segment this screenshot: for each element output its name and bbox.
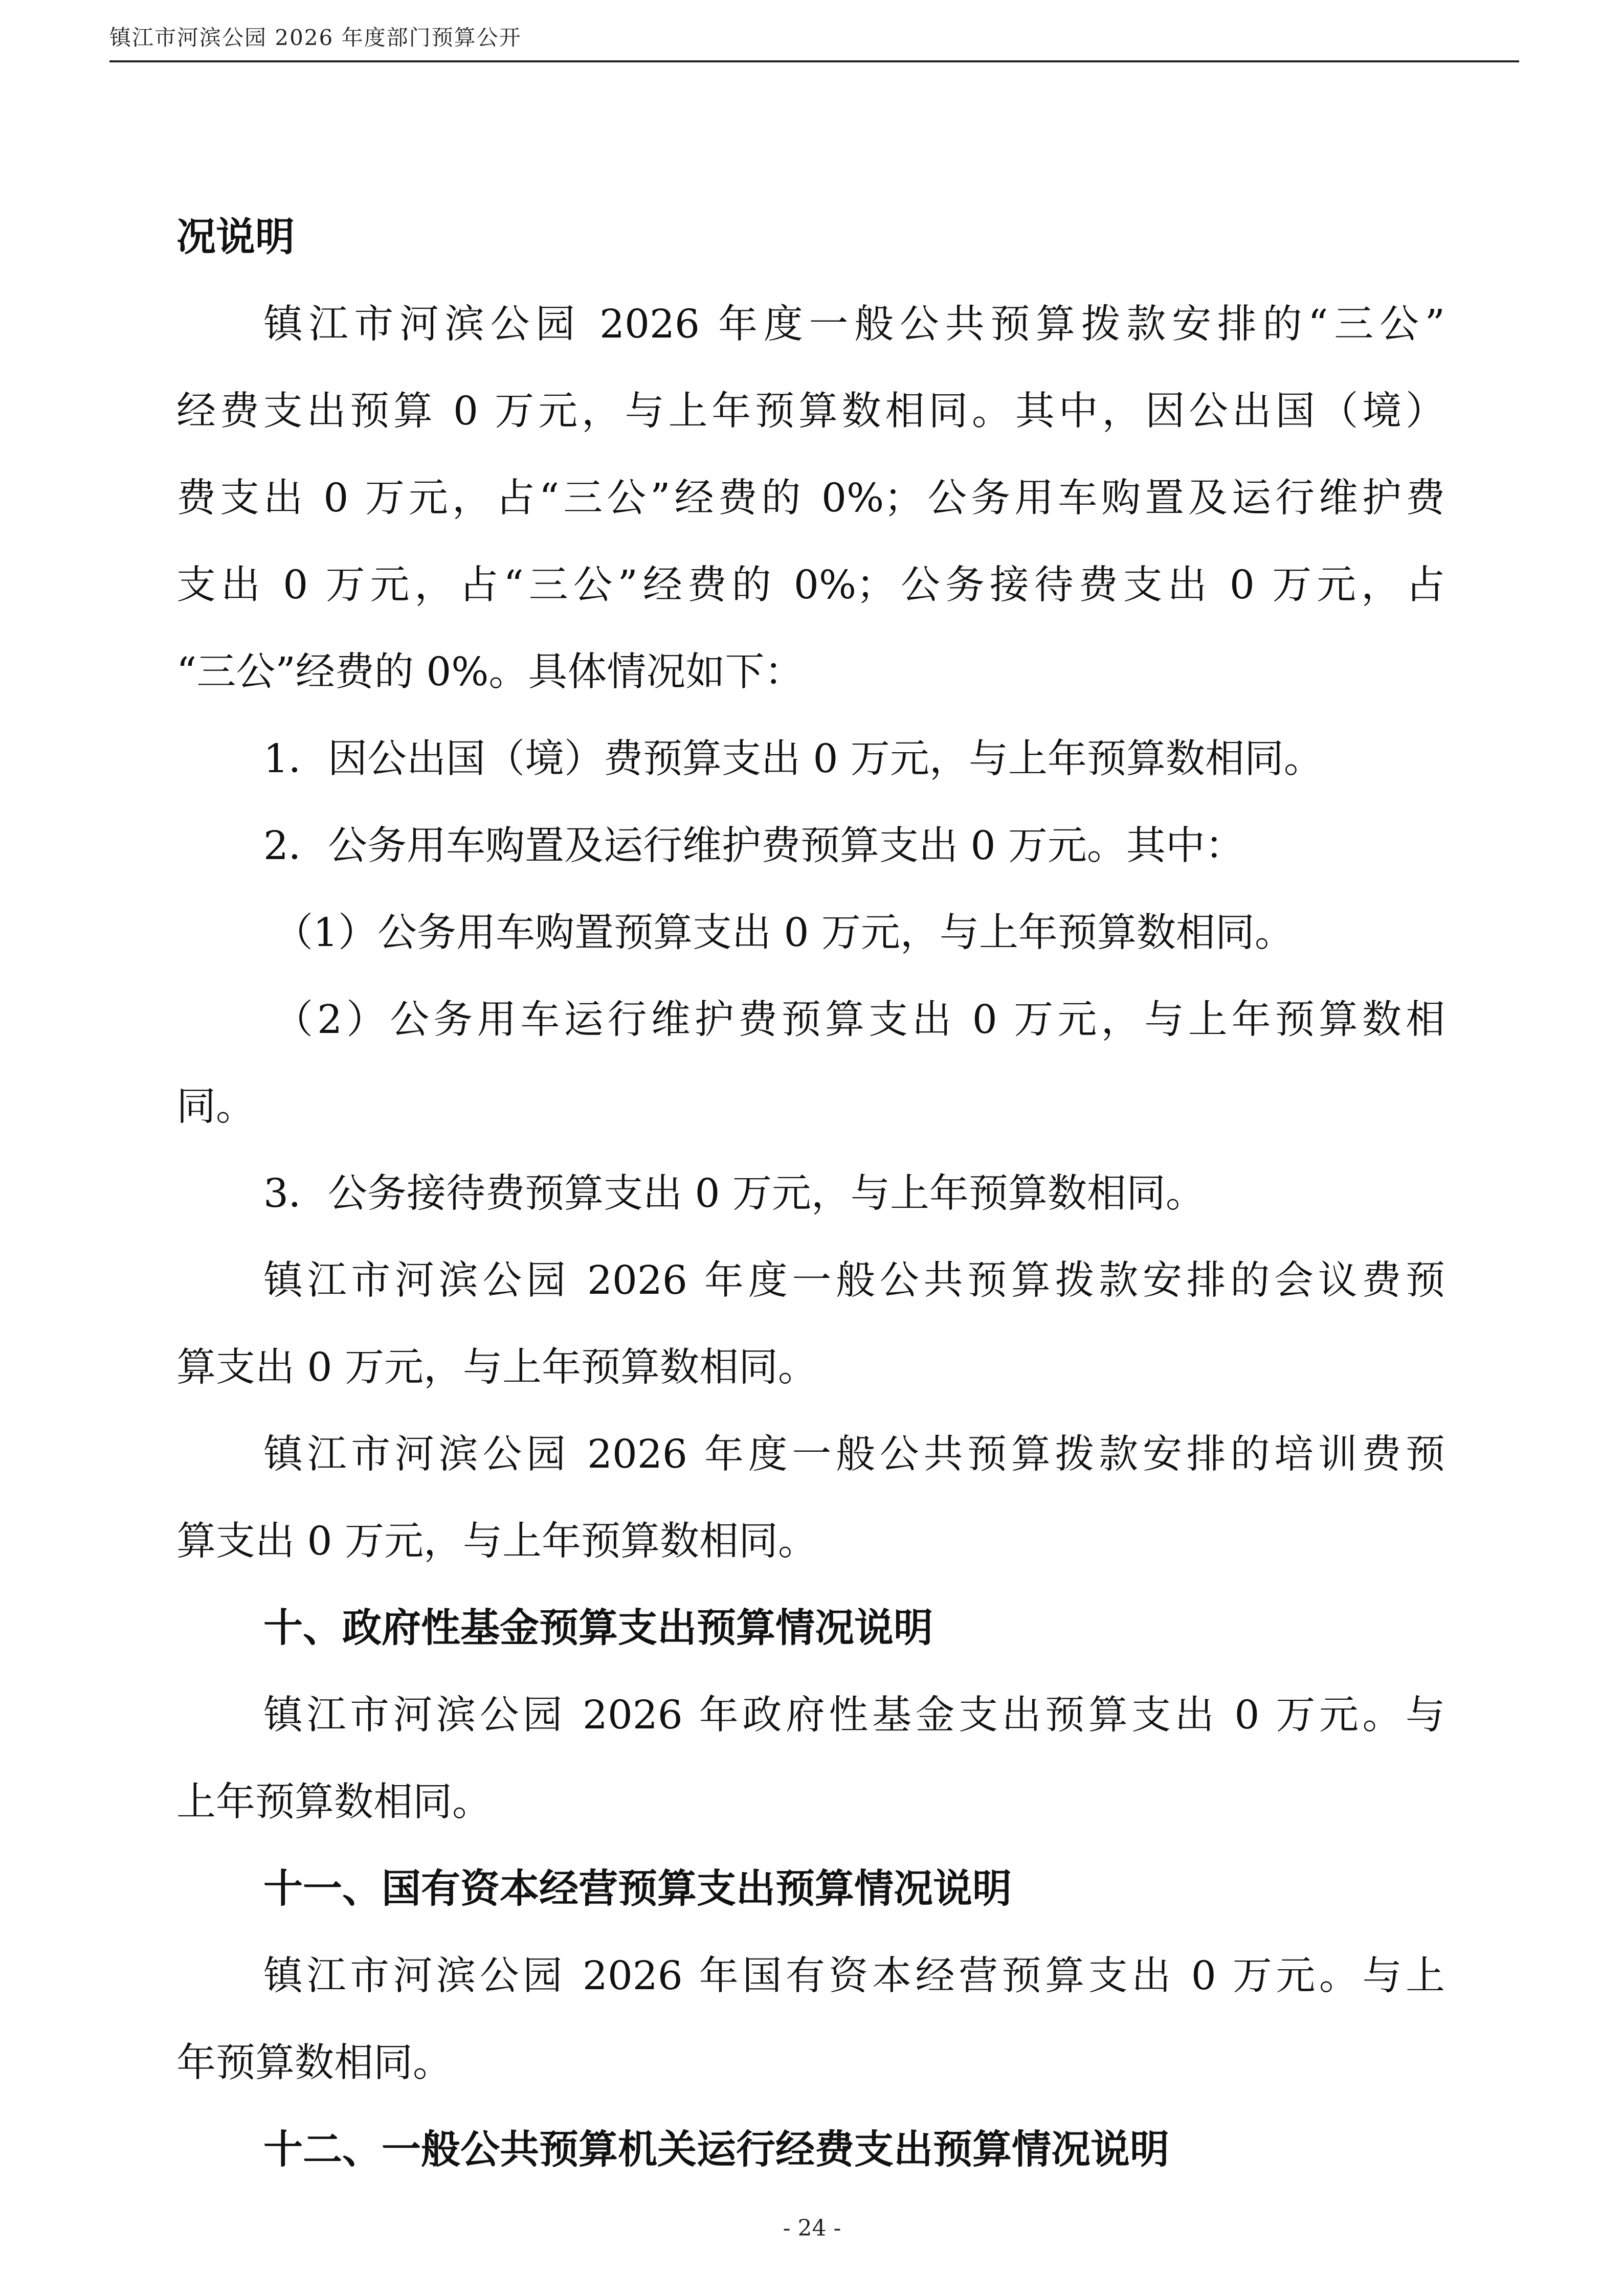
- section-heading: 十二、一般公共预算机关运行经费支出预算情况说明: [263, 2127, 1169, 2173]
- paragraph-line: 镇江市河滨公园 2026 年政府性基金支出预算支出 0 万元。与: [263, 1693, 1445, 1738]
- paragraph-line: 镇江市河滨公园 2026 年度一般公共预算拨款安排的会议费预: [263, 1258, 1445, 1303]
- document-body: [176, 194, 1445, 2194]
- paragraph-line: 镇江市河滨公园 2026 年国有资本经营预算支出 0 万元。与上: [263, 1953, 1445, 1999]
- section-heading: 十、政府性基金预算支出预算情况说明: [263, 1606, 933, 1651]
- paragraph-line: “三公”经费的 0%。具体情况如下：: [176, 649, 804, 695]
- paragraph-line: 同。: [176, 1084, 255, 1130]
- page-number: - 24 -: [783, 2215, 841, 2241]
- paragraph-line: 年预算数相同。: [176, 2040, 452, 2086]
- paragraph-line: 算支出 0 万元，与上年预算数相同。: [176, 1345, 817, 1390]
- section-title-continuation: 况说明: [176, 215, 295, 260]
- list-item: 1．因公出国（境）费预算支出 0 万元，与上年预算数相同。: [263, 736, 1323, 782]
- list-item: 3．公务接待费预算支出 0 万元，与上年预算数相同。: [263, 1171, 1205, 1217]
- paragraph-line: 上年预算数相同。: [176, 1780, 492, 1825]
- paragraph-line: 支出 0 万元，占“三公”经费的 0%；公务接待费支出 0 万元，占: [176, 562, 1445, 608]
- page-header: 镇江市河滨公园 2026 年度部门预算公开: [109, 25, 522, 50]
- section-heading: 十一、国有资本经营预算支出预算情况说明: [263, 1866, 1012, 1912]
- list-item: 2．公务用车购置及运行维护费预算支出 0 万元。其中：: [263, 823, 1244, 869]
- list-subitem: （1）公务用车购置预算支出 0 万元，与上年预算数相同。: [274, 910, 1294, 956]
- list-subitem: （2）公务用车运行维护费预算支出 0 万元，与上年预算数相: [274, 997, 1445, 1043]
- paragraph-line: 镇江市河滨公园 2026 年度一般公共预算拨款安排的培训费预: [263, 1432, 1445, 1477]
- paragraph-line: 算支出 0 万元，与上年预算数相同。: [176, 1519, 817, 1564]
- paragraph-line: 经费支出预算 0 万元，与上年预算数相同。其中，因公出国（境）: [176, 389, 1445, 434]
- paragraph-line: 镇江市河滨公园 2026 年度一般公共预算拨款安排的“三公”: [263, 302, 1445, 347]
- paragraph-line: 费支出 0 万元，占“三公”经费的 0%；公务用车购置及运行维护费: [176, 476, 1445, 521]
- header-rule: [109, 60, 1519, 62]
